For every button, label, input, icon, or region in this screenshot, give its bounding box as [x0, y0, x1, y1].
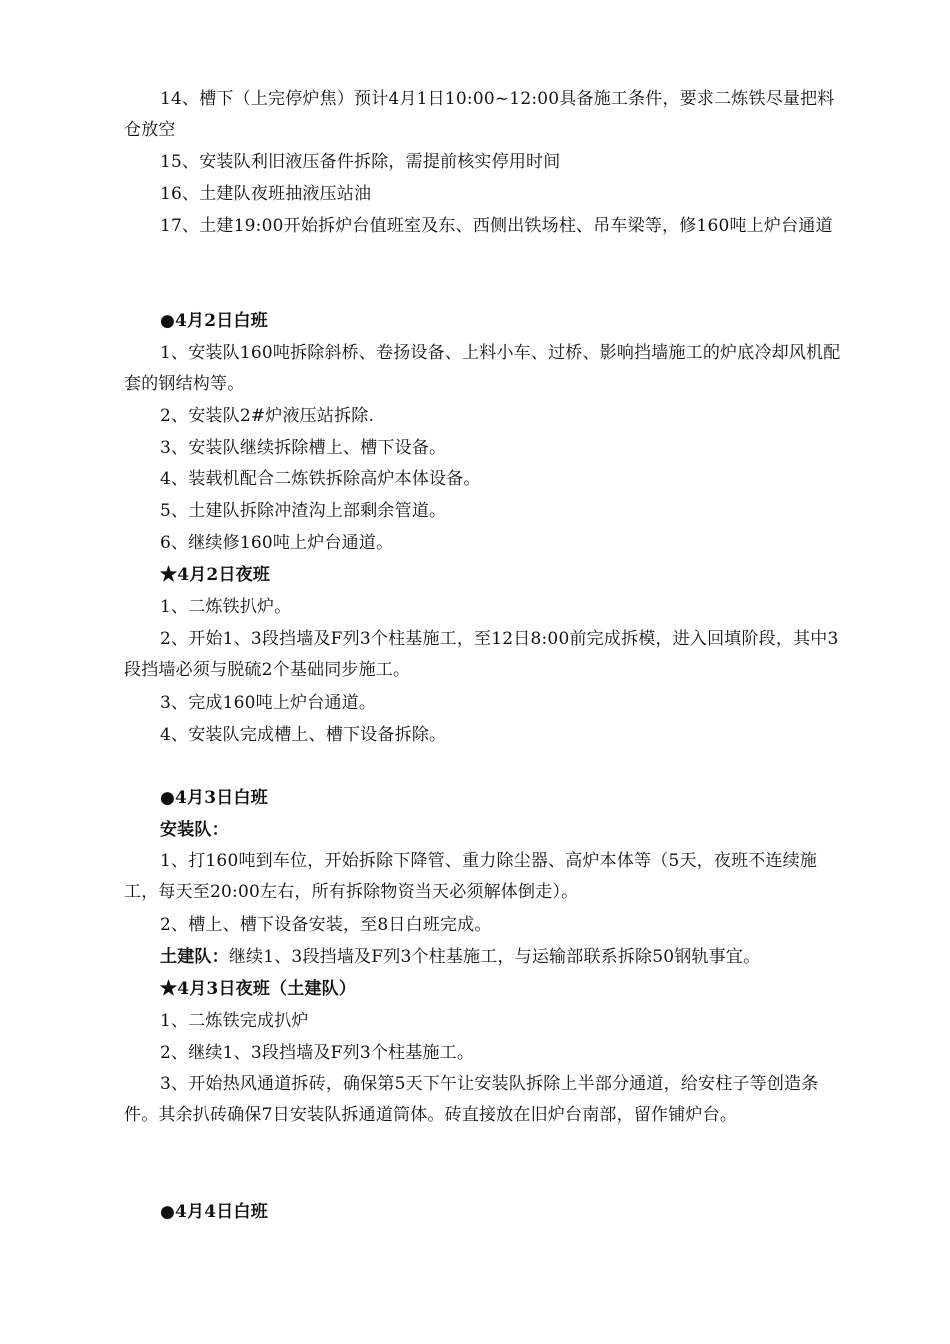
civil-team-label: 土建队： [160, 947, 229, 967]
paragraph-item-15: 15、安装队利旧液压备件拆除，需提前核实停用时间 [160, 152, 561, 172]
subheading-install-team: 安装队： [160, 820, 229, 840]
paragraph-apr2-day-6: 6、继续修160吨上炉台通道。 [160, 533, 394, 553]
paragraph-apr2-night-4: 4、安装队完成槽上、槽下设备拆除。 [160, 725, 447, 745]
paragraph-item-16: 16、土建队夜班抽液压站油 [160, 184, 372, 204]
paragraph-apr3-day-2: 2、槽上、槽下设备安装，至8日白班完成。 [160, 915, 492, 935]
paragraph-apr3-night-1: 1、二炼铁完成扒炉 [160, 1011, 309, 1031]
section-heading-apr2-night: ★4月2日夜班 [160, 565, 271, 585]
section-heading-apr4-day: ●4月4日白班 [160, 1202, 268, 1222]
paragraph-apr2-night-2: 2、开始1、3段挡墙及F列3个柱基施工，至12日8:00前完成拆模，进入回填阶段，其中3段挡墙必须与脱硫2个基础同步施工。 [124, 629, 839, 680]
paragraph-apr2-night-1: 1、二炼铁扒炉。 [160, 597, 292, 617]
section-heading-apr3-night: ★4月3日夜班（土建队） [160, 979, 357, 999]
section-heading-apr2-day: ●4月2日白班 [160, 311, 268, 331]
paragraph-item-14: 14、槽下（上完停炉焦）预计4月1日10:00~12:00具备施工条件，要求二炼铁尽量把料仓放空 [124, 89, 835, 140]
section-heading-apr3-day: ●4月3日白班 [160, 788, 268, 808]
paragraph-apr2-day-4: 4、装载机配合二炼铁拆除高炉本体设备。 [160, 469, 481, 489]
paragraph-item-17: 17、土建19:00开始拆炉台值班室及东、西侧出铁场柱、吊车梁等，修160吨上炉台通道 [160, 216, 833, 236]
paragraph-apr2-day-2: 2、安装队2#炉液压站拆除. [160, 406, 375, 426]
paragraph-civil-team [124, 942, 848, 973]
paragraph-apr2-day-1: 1、安装队160吨拆除斜桥、卷扬设备、上料小车、过桥、影响挡墙施工的炉底冷却风机配套的钢结构等。 [124, 343, 841, 394]
paragraph-apr3-night-2: 2、继续1、3段挡墙及F列3个柱基施工。 [160, 1043, 475, 1063]
paragraph-apr2-day-5: 5、土建队拆除冲渣沟上部剩余管道。 [160, 501, 447, 521]
paragraph-apr3-night-3: 3、开始热风通道拆砖，确保第5天下午让安装队拆除上半部分通道，给安柱子等创造条件。其余扒砖确保7日安装队拆通道筒体。砖直接放在旧炉台南部，留作铺炉台。 [124, 1074, 819, 1125]
paragraph-apr2-night-3: 3、完成160吨上炉台通道。 [160, 693, 377, 713]
paragraph-apr3-day-1: 1、打160吨到车位，开始拆除下降管、重力除尘器、高炉本体等（5天，夜班不连续施工，每天至20:00左右，所有拆除物资当天必须解体倒走）。 [124, 851, 818, 902]
civil-team-text: 继续1、3段挡墙及F列3个柱基施工，与运输部联系拆除50钢轨事宜。 [228, 947, 761, 967]
paragraph-apr2-day-3: 3、安装队继续拆除槽上、槽下设备。 [160, 438, 447, 458]
